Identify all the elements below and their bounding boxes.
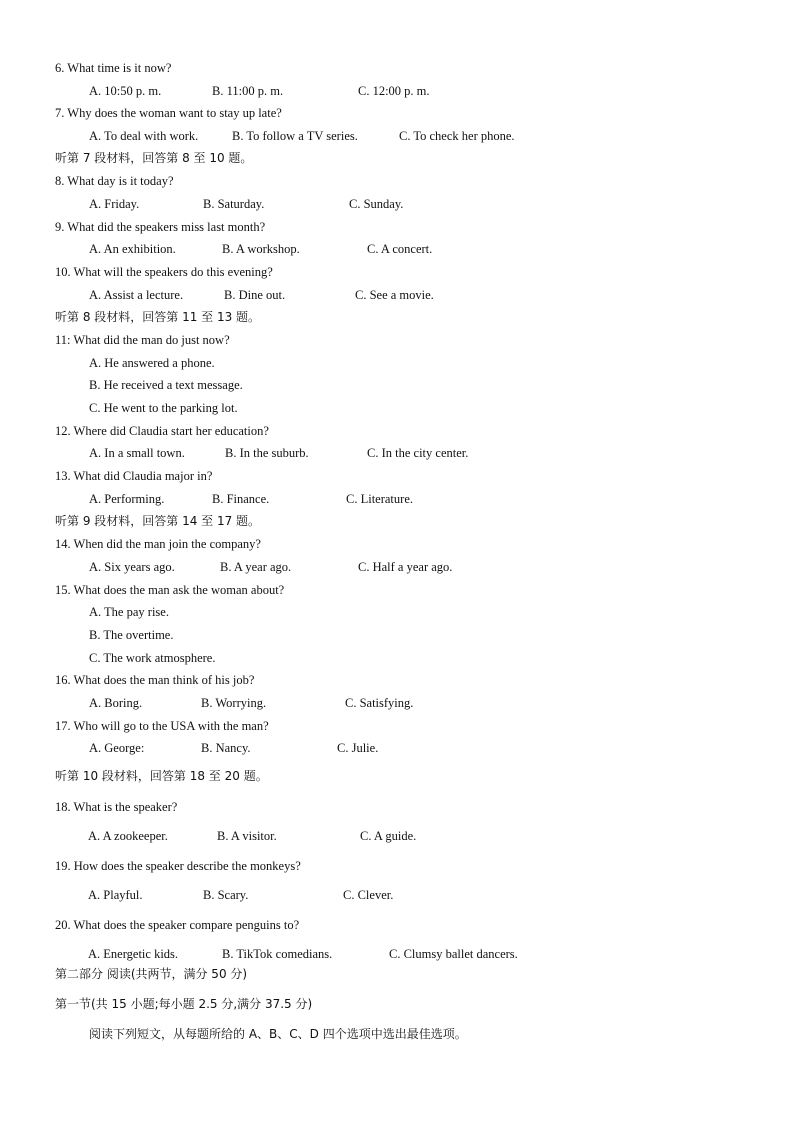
option-8b: B. Saturday. <box>203 197 265 211</box>
question-10: 10. What will the speakers do this evening? <box>55 265 273 279</box>
option-9b: B. A workshop. <box>222 242 300 256</box>
option-12b: B. In the suburb. <box>225 446 309 460</box>
part2-instruction: 阅读下列短文，从每题所给的 A、B、C、D 四个选项中选出最佳选项。 <box>89 1027 467 1041</box>
option-20b: B. TikTok comedians. <box>222 947 333 961</box>
option-9c: C. A concert. <box>367 242 433 256</box>
option-12c: C. In the city center. <box>367 446 469 460</box>
option-17c: C. Julie. <box>337 741 379 755</box>
option-17b: B. Nancy. <box>201 741 251 755</box>
question-11: 11: What did the man do just now? <box>55 333 230 347</box>
option-16a: A. Boring. <box>89 696 143 710</box>
section-header-8: 听第 8 段材料，回答第 11 至 13 题。 <box>55 310 261 324</box>
option-15c: C. The work atmosphere. <box>89 651 216 665</box>
question-16: 16. What does the man think of his job? <box>55 673 255 687</box>
option-20c: C. Clumsy ballet dancers. <box>389 947 518 961</box>
option-14a: A. Six years ago. <box>89 560 175 574</box>
option-16b: B. Worrying. <box>201 696 267 710</box>
option-12a: A. In a small town. <box>89 446 185 460</box>
option-6a: A. 10:50 p. m. <box>89 84 162 98</box>
option-19b: B. Scary. <box>203 888 249 902</box>
question-6: 6. What time is it now? <box>55 61 172 75</box>
question-12: 12. Where did Claudia start her education? <box>55 424 269 438</box>
question-20: 20. What does the speaker compare penguins to? <box>55 918 300 932</box>
option-6c: C. 12:00 p. m. <box>358 84 430 98</box>
option-18a: A. A zookeeper. <box>88 829 168 843</box>
option-6b: B. 11:00 p. m. <box>212 84 284 98</box>
option-10a: A. Assist a lecture. <box>89 288 184 302</box>
option-10b: B. Dine out. <box>224 288 286 302</box>
option-19c: C. Clever. <box>343 888 394 902</box>
option-11a: A. He answered a phone. <box>89 356 215 370</box>
section-header-10: 听第 10 段材料，回答第 18 至 20 题。 <box>55 769 268 783</box>
option-8c: C. Sunday. <box>349 197 404 211</box>
question-13: 13. What did Claudia major in? <box>55 469 213 483</box>
question-15: 15. What does the man ask the woman about? <box>55 583 285 597</box>
option-15b: B. The overtime. <box>89 628 174 642</box>
option-13b: B. Finance. <box>212 492 270 506</box>
option-7a: A. To deal with work. <box>89 129 199 143</box>
question-8: 8. What day is it today? <box>55 174 174 188</box>
part2-title: 第二部分 阅读(共两节，满分 50 分) <box>55 967 248 981</box>
option-11b: B. He received a text message. <box>89 378 243 392</box>
question-18: 18. What is the speaker? <box>55 800 178 814</box>
option-20a: A. Energetic kids. <box>88 947 179 961</box>
option-7b: B. To follow a TV series. <box>232 129 358 143</box>
option-11c: C. He went to the parking lot. <box>89 401 238 415</box>
option-17a: A. George: <box>89 741 145 755</box>
section-header-7: 听第 7 段材料，回答第 8 至 10 题。 <box>55 151 253 165</box>
question-14: 14. When did the man join the company? <box>55 537 261 551</box>
option-18b: B. A visitor. <box>217 829 277 843</box>
option-10c: C. See a movie. <box>355 288 434 302</box>
option-14b: B. A year ago. <box>220 560 292 574</box>
option-15a: A. The pay rise. <box>89 605 169 619</box>
option-13c: C. Literature. <box>346 492 413 506</box>
question-9: 9. What did the speakers miss last month? <box>55 220 266 234</box>
question-17: 17. Who will go to the USA with the man? <box>55 719 269 733</box>
option-9a: A. An exhibition. <box>89 242 176 256</box>
part2-section1: 第一节(共 15 小题;每小题 2.5 分,满分 37.5 分) <box>55 997 313 1011</box>
option-16c: C. Satisfying. <box>345 696 414 710</box>
option-7c: C. To check her phone. <box>399 129 515 143</box>
section-header-9: 听第 9 段材料，回答第 14 至 17 题。 <box>55 514 261 528</box>
option-14c: C. Half a year ago. <box>358 560 453 574</box>
option-18c: C. A guide. <box>360 829 417 843</box>
option-19a: A. Playful. <box>88 888 143 902</box>
option-13a: A. Performing. <box>89 492 165 506</box>
option-8a: A. Friday. <box>89 197 140 211</box>
question-19: 19. How does the speaker describe the monkeys? <box>55 859 301 873</box>
question-7: 7. Why does the woman want to stay up late? <box>55 106 282 120</box>
